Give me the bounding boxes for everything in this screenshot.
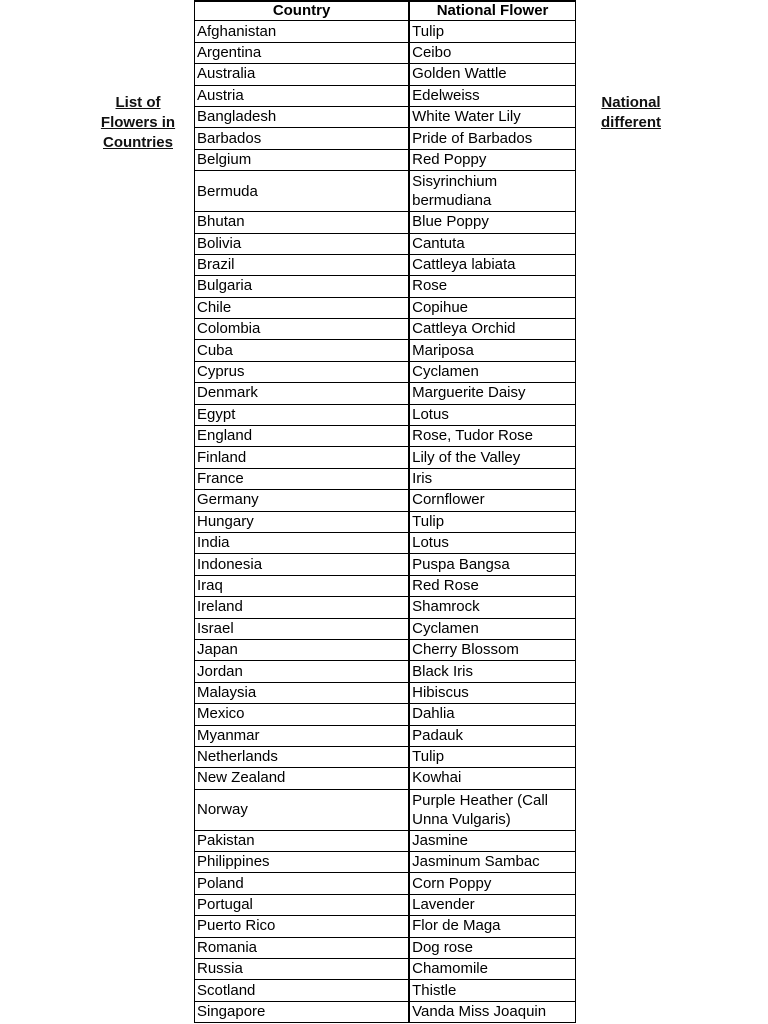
flower-cell: Edelweiss	[409, 86, 576, 107]
table-row	[194, 747, 576, 768]
country-cell: Israel	[194, 619, 409, 640]
country-cell: Germany	[194, 490, 409, 511]
flower-cell: Cattleya labiata	[409, 255, 576, 276]
left-heading	[92, 93, 184, 153]
flower-cell: Kowhai	[409, 768, 576, 789]
country-cell: Portugal	[194, 895, 409, 916]
flower-cell: Rose	[409, 276, 576, 297]
country-cell: Brazil	[194, 255, 409, 276]
country-cell: Indonesia	[194, 554, 409, 575]
national-flowers-table	[194, 0, 576, 1023]
country-cell: Denmark	[194, 383, 409, 404]
table-row	[194, 276, 576, 297]
table-row	[194, 86, 576, 107]
country-cell: Austria	[194, 86, 409, 107]
country-cell: Singapore	[194, 1002, 409, 1023]
table-row	[194, 298, 576, 319]
left-heading-line-2: Flowers in	[100, 114, 176, 131]
flower-cell: Lotus	[409, 405, 576, 426]
table-row	[194, 704, 576, 725]
country-cell: Bolivia	[194, 234, 409, 255]
flower-cell: Tulip	[409, 512, 576, 533]
table-row	[194, 619, 576, 640]
table-row	[194, 768, 576, 789]
flower-cell: Flor de Maga	[409, 916, 576, 937]
country-cell: Scotland	[194, 980, 409, 1001]
country-cell: Philippines	[194, 852, 409, 873]
column-header-national-flower: National Flower	[409, 0, 576, 21]
flower-cell: Dog rose	[409, 938, 576, 959]
country-cell: Pakistan	[194, 831, 409, 852]
column-header-country: Country	[194, 0, 409, 21]
flower-cell: Vanda Miss Joaquin	[409, 1002, 576, 1023]
country-cell: Cuba	[194, 340, 409, 361]
table-row	[194, 234, 576, 255]
flower-cell: Tulip	[409, 747, 576, 768]
flower-cell: Sisyrinchium bermudiana	[409, 171, 576, 212]
country-cell: England	[194, 426, 409, 447]
table-row	[194, 533, 576, 554]
country-cell: Chile	[194, 298, 409, 319]
country-cell: New Zealand	[194, 768, 409, 789]
flower-cell: Cherry Blossom	[409, 640, 576, 661]
left-heading-line-3: Countries	[102, 134, 173, 151]
flower-cell: Hibiscus	[409, 683, 576, 704]
table-row	[194, 790, 576, 831]
table-row	[194, 128, 576, 149]
flower-cell: Golden Wattle	[409, 64, 576, 85]
table-row	[194, 490, 576, 511]
country-cell: Iraq	[194, 576, 409, 597]
table-row	[194, 469, 576, 490]
table-row	[194, 362, 576, 383]
table-row	[194, 554, 576, 575]
country-cell: Argentina	[194, 43, 409, 64]
flower-cell: Cattleya Orchid	[409, 319, 576, 340]
flower-cell: Iris	[409, 469, 576, 490]
country-cell: Belgium	[194, 150, 409, 171]
country-cell: Hungary	[194, 512, 409, 533]
flower-cell: Blue Poppy	[409, 212, 576, 233]
table-row	[194, 512, 576, 533]
country-cell: Netherlands	[194, 747, 409, 768]
flower-cell: Cornflower	[409, 490, 576, 511]
country-cell: Puerto Rico	[194, 916, 409, 937]
table-row	[194, 426, 576, 447]
table-row	[194, 340, 576, 361]
country-cell: Australia	[194, 64, 409, 85]
flower-cell: White Water Lily	[409, 107, 576, 128]
table-row	[194, 873, 576, 894]
flower-cell: Shamrock	[409, 597, 576, 618]
table-row	[194, 938, 576, 959]
table-row	[194, 319, 576, 340]
country-cell: Jordan	[194, 661, 409, 682]
country-cell: Malaysia	[194, 683, 409, 704]
country-cell: France	[194, 469, 409, 490]
table-row	[194, 683, 576, 704]
right-heading	[590, 93, 672, 133]
country-cell: Finland	[194, 447, 409, 468]
flower-cell: Chamomile	[409, 959, 576, 980]
flower-cell: Copihue	[409, 298, 576, 319]
table-row	[194, 640, 576, 661]
table-row	[194, 831, 576, 852]
country-cell: Myanmar	[194, 726, 409, 747]
table-row	[194, 43, 576, 64]
country-cell: Bermuda	[194, 171, 409, 212]
flower-cell: Cantuta	[409, 234, 576, 255]
table-row	[194, 852, 576, 873]
flower-cell: Red Poppy	[409, 150, 576, 171]
flower-cell: Ceibo	[409, 43, 576, 64]
flower-cell: Cyclamen	[409, 619, 576, 640]
flower-cell: Puspa Bangsa	[409, 554, 576, 575]
table-row	[194, 171, 576, 212]
flower-cell: Lavender	[409, 895, 576, 916]
table-row	[194, 21, 576, 42]
right-heading-line-2: different	[601, 114, 661, 131]
flower-cell: Lily of the Valley	[409, 447, 576, 468]
table-row	[194, 726, 576, 747]
flower-cell: Pride of Barbados	[409, 128, 576, 149]
flower-cell: Marguerite Daisy	[409, 383, 576, 404]
table-row	[194, 1002, 576, 1023]
country-cell: Cyprus	[194, 362, 409, 383]
country-cell: Norway	[194, 790, 409, 831]
flower-cell: Purple Heather (Call Unna Vulgaris)	[409, 790, 576, 831]
flower-cell: Padauk	[409, 726, 576, 747]
table-row	[194, 980, 576, 1001]
table-row	[194, 447, 576, 468]
flower-cell: Mariposa	[409, 340, 576, 361]
table-row	[194, 212, 576, 233]
flower-cell: Thistle	[409, 980, 576, 1001]
table-row	[194, 150, 576, 171]
table-row	[194, 255, 576, 276]
country-cell: Egypt	[194, 405, 409, 426]
country-cell: Japan	[194, 640, 409, 661]
country-cell: Bangladesh	[194, 107, 409, 128]
country-cell: Mexico	[194, 704, 409, 725]
flower-cell: Tulip	[409, 21, 576, 42]
left-heading-line-1: List of	[115, 94, 161, 111]
flower-cell: Cyclamen	[409, 362, 576, 383]
country-cell: India	[194, 533, 409, 554]
table-row	[194, 959, 576, 980]
country-cell: Bhutan	[194, 212, 409, 233]
flower-cell: Rose, Tudor Rose	[409, 426, 576, 447]
table-header-row	[194, 0, 576, 21]
country-cell: Romania	[194, 938, 409, 959]
flower-cell: Jasmine	[409, 831, 576, 852]
country-cell: Afghanistan	[194, 21, 409, 42]
flower-cell: Corn Poppy	[409, 873, 576, 894]
country-cell: Poland	[194, 873, 409, 894]
table-row	[194, 383, 576, 404]
country-cell: Russia	[194, 959, 409, 980]
right-heading-line-1: National	[601, 94, 661, 111]
country-cell: Barbados	[194, 128, 409, 149]
flower-cell: Lotus	[409, 533, 576, 554]
flower-cell: Red Rose	[409, 576, 576, 597]
table-row	[194, 895, 576, 916]
table-row	[194, 661, 576, 682]
country-cell: Ireland	[194, 597, 409, 618]
table-row	[194, 405, 576, 426]
flower-cell: Dahlia	[409, 704, 576, 725]
table-body	[194, 21, 576, 1023]
table-row	[194, 597, 576, 618]
flower-cell: Black Iris	[409, 661, 576, 682]
flower-cell: Jasminum Sambac	[409, 852, 576, 873]
table-row	[194, 916, 576, 937]
country-cell: Bulgaria	[194, 276, 409, 297]
country-cell: Colombia	[194, 319, 409, 340]
table-row	[194, 64, 576, 85]
table-row	[194, 107, 576, 128]
table-row	[194, 576, 576, 597]
